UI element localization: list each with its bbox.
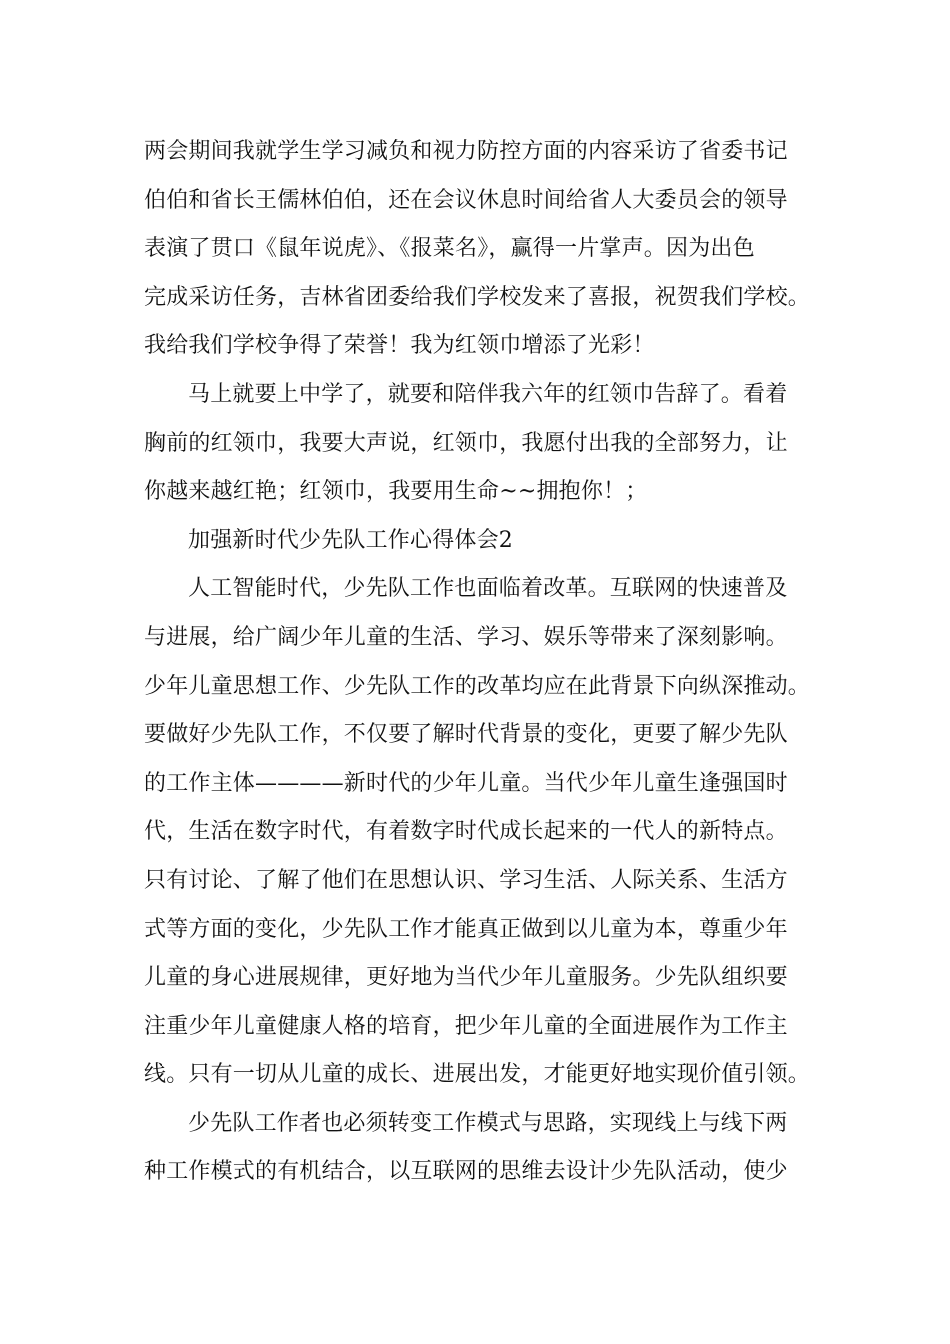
text-line: 要做好少先队工作，不仅要了解时代背景的变化，更要了解少先队 — [144, 722, 788, 748]
text-line: 注重少年儿童健康人格的培育，把少年儿童的全面进展作为工作主 — [144, 1013, 788, 1039]
text-line: 与进展，给广阔少年儿童的生活、学习、娱乐等带来了深刻影响。 — [144, 624, 788, 650]
text-line: 完成采访任务，吉林省团委给我们学校发来了喜报，祝贺我们学校。 — [144, 284, 811, 310]
paragraph — [144, 517, 824, 566]
text-line: 种工作模式的有机结合，以互联网的思维去设计少先队活动，使少 — [144, 1159, 788, 1185]
text-line: 式等方面的变化，少先队工作才能真正做到以儿童为本，尊重少年 — [144, 916, 788, 942]
text-line: 少先队工作者也必须转变工作模式与思路，实现线上与线下两 — [188, 1110, 788, 1136]
text-line: 加强新时代少先队工作心得体会2 — [188, 527, 513, 553]
paragraph — [144, 1100, 824, 1197]
paragraph — [144, 565, 824, 1100]
text-line: 我给我们学校争得了荣誉！我为红领巾增添了光彩！ — [144, 333, 655, 359]
text-line: 人工智能时代，少先队工作也面临着改革。互联网的快速普及 — [188, 576, 788, 602]
text-line: 马上就要上中学了，就要和陪伴我六年的红领巾告辞了。看着 — [188, 381, 788, 407]
text-line: 表演了贯口《鼠年说虎》、《报菜名》，赢得一片掌声。因为出色 — [144, 236, 755, 262]
text-line: 两会期间我就学生学习减负和视力防控方面的内容采访了省委书记 — [144, 139, 788, 164]
text-line: 胸前的红领巾，我要大声说，红领巾，我愿付出我的全部努力，让 — [144, 430, 788, 456]
text-line: 儿童的身心进展规律，更好地为当代少年儿童服务。少先队组织要 — [144, 965, 788, 991]
text-line: 少年儿童思想工作、少先队工作的改革均应在此背景下向纵深推动。 — [144, 673, 811, 699]
paragraph — [144, 371, 824, 517]
text-line: 代，生活在数字时代，有着数字时代成长起来的一代人的新特点。 — [144, 819, 788, 845]
text-line: 的工作主体————新时代的少年儿童。当代少年儿童生逢强国时 — [144, 770, 788, 796]
text-line: 只有讨论、了解了他们在思想认识、学习生活、人际关系、生活方 — [144, 867, 788, 893]
document-body — [144, 128, 824, 1197]
text-line: 线。只有一切从儿童的成长、进展出发，才能更好地实现价值引领。 — [144, 1062, 811, 1088]
text-line: 你越来越红艳；红领巾，我要用生命~~拥抱你！； — [144, 479, 648, 505]
paragraph — [144, 128, 824, 371]
text-line: 伯伯和省长王儒林伯伯，还在会议休息时间给省人大委员会的领导 — [144, 187, 788, 213]
